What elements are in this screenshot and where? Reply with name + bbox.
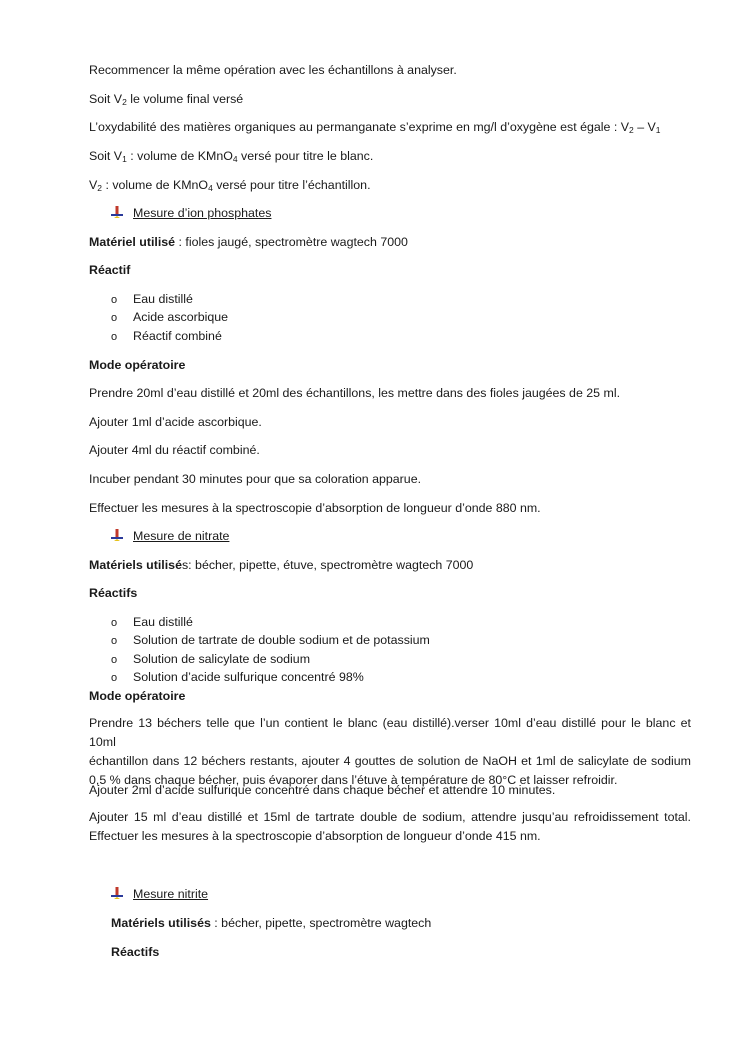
text-line: Soit $V_2$ le volume final versé [89, 92, 244, 107]
step-line: Prendre 20ml d’eau distillé et 20ml des échantillons, les mettre dans des fioles jaugées de 25 ml. [89, 386, 621, 400]
arrow-bullet-icon [111, 206, 123, 218]
step-line: Incuber pendant 30 minutes pour que sa coloration apparue. [89, 472, 422, 486]
section-heading-nitrate: Mesure de nitrate [111, 528, 229, 544]
section-heading-phosphates: Mesure d’ion phosphates [111, 205, 271, 221]
list-item: o Eau distillé [111, 292, 193, 306]
oxydability-formula: L’oxydabilité des matières organiques au permanganate s’exprime en mg/l d’oxygène est égale : $V_2 - V_1$ [89, 120, 661, 135]
materiel-line: Matériel utilisé : fioles jaugé, spectromètre wagtech 7000 [89, 235, 408, 249]
arrow-bullet-icon [111, 887, 123, 899]
paragraph: Ajouter 15 ml d’eau distillé et 15ml de tartrate double de sodium, attendre jusqu’au refroidissement total. Effectuer les mesures à la spectroscopie d’absorption de longueur d’onde 415 nm. [89, 810, 691, 843]
reactif-label: Réactif [89, 263, 131, 277]
arrow-bullet-icon [111, 529, 123, 541]
list-item: o Réactif combiné [111, 329, 222, 343]
step-line: Ajouter 4ml du réactif combiné. [89, 443, 260, 457]
reactif-label: Réactifs [89, 586, 138, 600]
paragraph: Prendre 13 béchers telle que l’un contient le blanc (eau distillé).verser 10ml d’eau distillé pour le blanc et 10ml échantillon dans 12 béchers restants, ajouter 4 gouttes de solution de NaOH et 1ml de salicylate de sodium 0,5 % dans chaque bécher, puis évaporer dans l’étuve à température de 80°C et laisser refroidir. [89, 716, 691, 787]
mode-label: Mode opératoire [89, 689, 186, 703]
section-heading-nitrite: Mesure nitrite [111, 886, 208, 902]
list-item: o Acide ascorbique [111, 310, 229, 324]
materiel-line: Matériels utilisés: bécher, pipette, étuve, spectromètre wagtech 7000 [89, 558, 474, 572]
text-line: $V_2$ : volume de KMnO$_4$ versé pour titre l’échantillon. [89, 178, 371, 193]
list-item: o Solution de tartrate de double sodium et de potassium [111, 633, 430, 647]
paragraph: Ajouter 2ml d’acide sulfurique concentré dans chaque bécher et attendre 10 minutes. [89, 783, 556, 797]
reactif-label: Réactifs [111, 945, 160, 959]
step-line: Ajouter 1ml d’acide ascorbique. [89, 415, 262, 429]
materiel-line: Matériels utilisés : bécher, pipette, spectromètre wagtech [111, 916, 432, 930]
mode-label: Mode opératoire [89, 358, 186, 372]
step-line: Effectuer les mesures à la spectroscopie d’absorption de longueur d’onde 880 nm. [89, 501, 541, 515]
text-line: Soit $V_1$ : volume de KMnO$_4$ versé pour titre le blanc. [89, 149, 374, 164]
text-line: Recommencer la même opération avec les échantillons à analyser. [89, 63, 457, 77]
list-item: o Solution de salicylate de sodium [111, 652, 311, 666]
list-item: o Solution d’acide sulfurique concentré 98% [111, 670, 364, 684]
list-item: o Eau distillé [111, 615, 193, 629]
